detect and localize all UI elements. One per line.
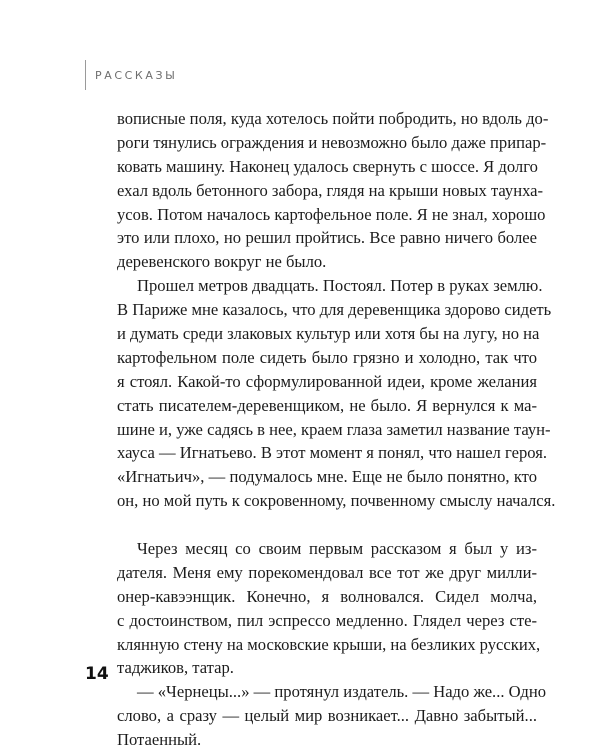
text-line: я стоял. Какой-то сформулированной идеи, кроме желания	[117, 371, 537, 391]
text-line: слово, а сразу — целый мир возникает... Давно забытый...	[117, 706, 537, 726]
text-line: шине и, уже садясь в нее, краем глаза заметил название таун-	[117, 419, 551, 439]
text-line: стать писателем-деревенщиком, не было. Я вернулся к ма-	[117, 395, 537, 415]
text-line: клянную стену на московские крыши, на безликих русских,	[117, 634, 541, 654]
text-line: ковать машину. Наконец удалось свернуть с шоссе. Я долго	[117, 156, 538, 176]
text-line: дателя. Меня ему порекомендовал все тот же друг милли-	[117, 562, 537, 582]
paragraph-gap	[117, 513, 537, 537]
text-line: усов. Потом началось картофельное поле. Я не знал, хорошо	[117, 204, 546, 224]
text-line: вописные поля, куда хотелось пойти побродить, но вдоль до-	[117, 109, 549, 128]
text-line: таджиков, татар.	[117, 658, 234, 678]
text-line: «Игнатьич», — подумалось мне. Еще не было понятно, кто	[117, 467, 537, 487]
text-line: хауса — Игнатьево. В этот момент я понял, что нашел героя.	[117, 443, 548, 463]
text-line: картофельном поле сидеть было грязно и холодно, так что	[117, 347, 537, 367]
text-line: Прошел метров двадцать. Постоял. Потер в руках землю.	[137, 276, 543, 296]
text-line: Потаенный.	[117, 730, 202, 750]
text-line: В Париже мне казалось, что для деревенщика здорово сидеть	[117, 300, 552, 320]
page-number: 14	[85, 664, 109, 684]
body-text	[117, 107, 556, 752]
text-line: и думать среди злаковых культур или хотя бы на лугу, но на	[117, 324, 540, 344]
running-header	[85, 60, 177, 90]
text-line: он, но мой путь к сокровенному, почвенному смыслу начался.	[117, 491, 556, 511]
text-line: это или плохо, но решил пройтись. Все равно ничего более	[117, 228, 537, 248]
section-title: РАССКАЗЫ	[95, 68, 178, 82]
text-line: роги тянулись ограждения и невозможно было даже припар-	[117, 132, 547, 152]
text-line: деревенского вокруг не было.	[117, 252, 327, 272]
text-line: с достоинством, пил эспрессо медленно. Глядел через сте-	[117, 610, 537, 630]
header-divider	[85, 60, 86, 90]
text-line: Через месяц со своим первым рассказом я был у из-	[137, 539, 537, 559]
text-line: онер-кавээнщик. Конечно, я волновался. Сидел молча,	[117, 586, 537, 606]
text-line: ехал вдоль бетонного забора, глядя на крыши новых таунха-	[117, 180, 544, 200]
text-line: — «Чернецы...» — протянул издатель. — Надо же... Одно	[137, 682, 547, 702]
